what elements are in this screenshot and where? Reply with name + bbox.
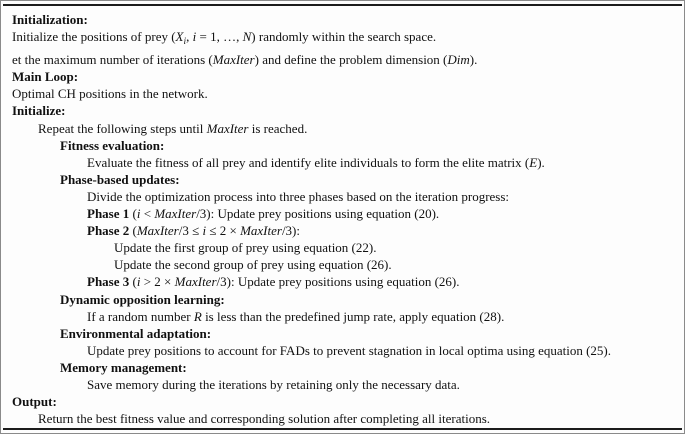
algo-text: ( [129, 223, 137, 239]
algo-keyword: Output: [12, 394, 57, 410]
algo-text: Save memory during the iterations by retaining only the necessary data. [87, 376, 460, 392]
algo-line [12, 222, 674, 239]
algo-text: < [140, 206, 155, 222]
math-variable: X [175, 29, 184, 45]
algo-line [12, 85, 674, 102]
algo-keyword: Main Loop: [12, 69, 79, 85]
algo-text: Return the best fitness value and corresponding solution after completing all iterations. [38, 411, 490, 427]
math-variable: MaxIter [174, 274, 217, 290]
algo-line [12, 308, 674, 325]
algo-line [12, 393, 674, 410]
algo-text: ) and define the problem dimension ( [254, 52, 448, 68]
algo-text: Initialize the positions of prey ( [12, 29, 176, 45]
algo-text: If a random number [87, 308, 194, 324]
algo-line [12, 51, 674, 68]
algo-line [12, 11, 674, 28]
algo-line [12, 359, 674, 376]
algo-text: ). [537, 154, 545, 170]
algo-keyword: Initialize: [12, 103, 66, 119]
math-variable: Dim [447, 52, 470, 68]
algo-text: Optimal CH positions in the network. [12, 86, 208, 102]
algo-text: ( [129, 274, 137, 290]
algo-text: /3): Update prey positions using equation (20). [196, 206, 440, 222]
algo-text: is reached. [248, 120, 308, 136]
math-variable: i [202, 223, 207, 239]
algo-text: ( [129, 206, 137, 222]
algo-keyword: Dynamic opposition learning: [60, 291, 225, 307]
algo-keyword: Memory management: [60, 359, 187, 375]
algo-text: ≤ 2 × [206, 223, 241, 239]
algo-line [12, 291, 674, 308]
math-variable: i [192, 29, 197, 45]
algo-line [12, 325, 674, 342]
algo-keyword: Phase 3 [87, 274, 130, 290]
math-variable: MaxIter [212, 52, 255, 68]
algo-line [12, 68, 674, 85]
algo-line [12, 188, 674, 205]
math-variable: MaxIter [136, 223, 179, 239]
math-variable: MaxIter [206, 120, 249, 136]
algo-line [12, 410, 674, 427]
algo-text: is less than the predefined jump rate, apply equation (28). [201, 308, 505, 324]
algo-text: Divide the optimization process into three phases based on the iteration progress: [87, 188, 510, 204]
algo-line [12, 239, 674, 256]
algo-text: ) randomly within the search space. [251, 29, 437, 45]
algo-line [12, 154, 674, 171]
algo-text: Update prey positions to account for FADs to prevent stagnation in local optima using equation (25). [87, 342, 611, 358]
math-variable: i [136, 274, 141, 290]
algo-line [12, 171, 674, 188]
math-variable: MaxIter [240, 223, 282, 239]
algo-text: > 2 × [140, 274, 175, 290]
algorithm-box [3, 4, 682, 430]
algo-line [12, 137, 674, 154]
algo-line [12, 28, 674, 51]
algo-text: /3): [281, 223, 300, 239]
algo-keyword: Phase-based updates: [60, 171, 180, 187]
algo-keyword: Phase 1 [87, 206, 130, 222]
algo-text: Evaluate the fitness of all prey and identify elite individuals to form the elite matrix ( [87, 154, 530, 170]
algo-keyword: Initialization: [12, 12, 88, 27]
algo-text: /3 ≤ [178, 223, 203, 239]
math-variable: MaxIter [154, 206, 197, 222]
algo-text: Repeat the following steps until [38, 120, 207, 136]
math-variable: R [193, 308, 202, 324]
algo-text: , [186, 29, 193, 45]
algo-keyword: Environmental adaptation: [60, 325, 212, 341]
math-variable: E [529, 154, 538, 170]
algorithm-lines [12, 11, 674, 427]
math-variable: i [136, 206, 141, 222]
algo-line [12, 376, 674, 393]
algo-keyword: Phase 2 [87, 223, 130, 239]
algo-text: ). [469, 52, 478, 68]
algo-line [12, 205, 674, 222]
algo-text: Update the first group of prey using equation (22). [114, 240, 377, 256]
algo-text: = 1, …, [196, 29, 243, 45]
algo-text: et the maximum number of iterations ( [12, 52, 213, 68]
algo-line [12, 273, 674, 290]
algo-line [12, 120, 674, 137]
math-variable: N [242, 29, 252, 45]
algo-text: /3): Update prey positions using equation (26). [216, 274, 460, 290]
algo-line [12, 256, 674, 273]
algo-line [12, 102, 674, 119]
algo-line [12, 342, 674, 359]
math-variable: i [183, 37, 187, 48]
algo-keyword: Fitness evaluation: [60, 137, 165, 153]
algo-text: Update the second group of prey using equation (26). [114, 257, 392, 273]
